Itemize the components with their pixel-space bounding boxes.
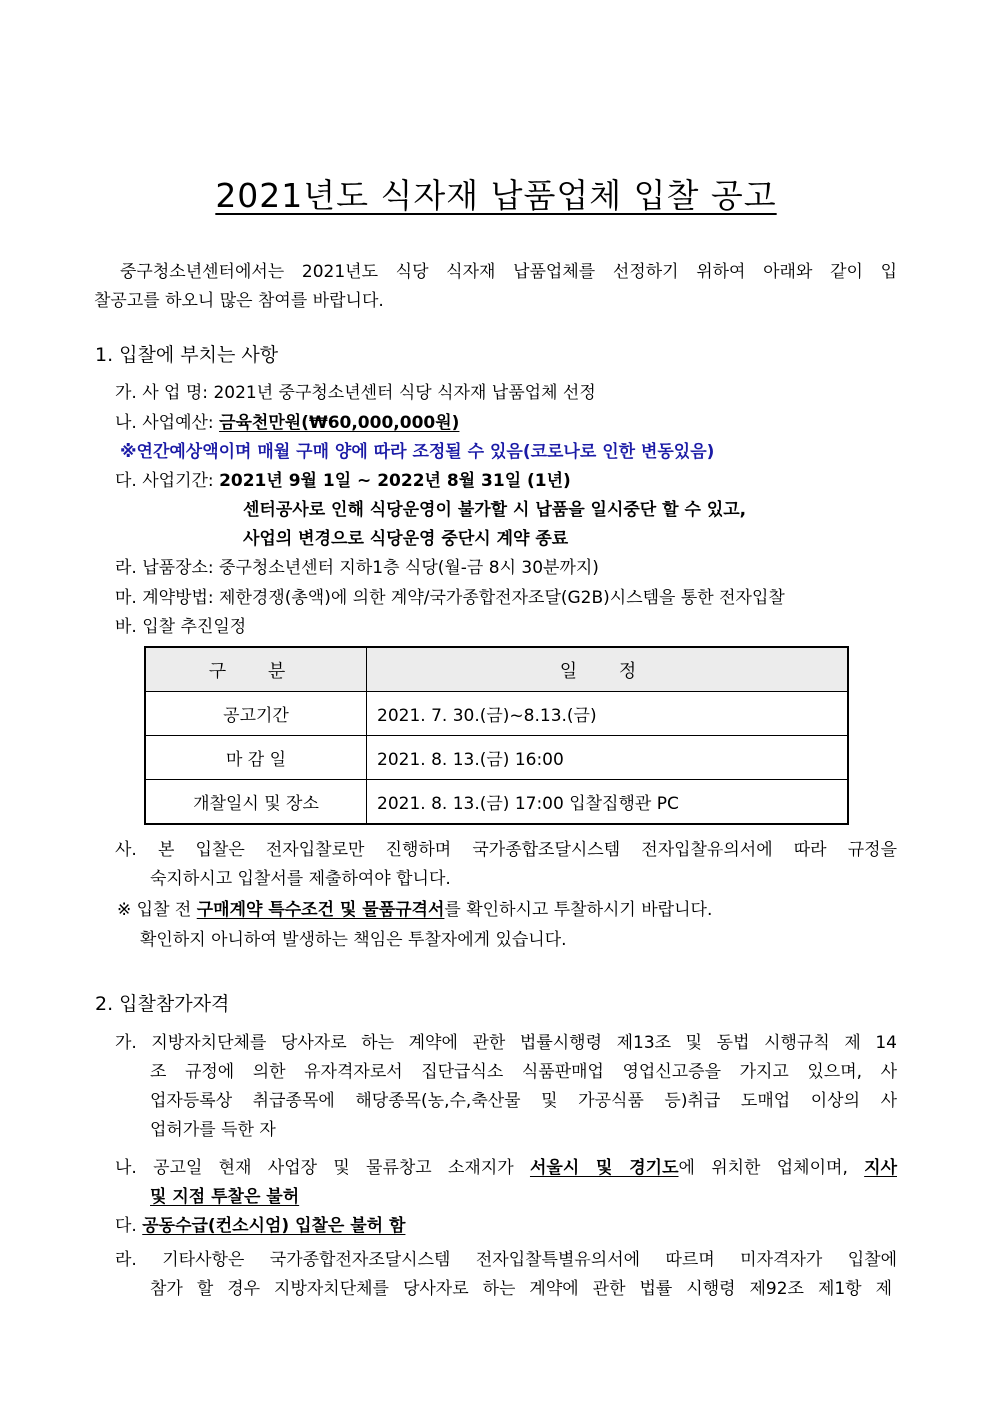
qual-ga-line-3: 업자등록상 취급종목에 해당종목(농,수,축산물 및 가공식품 등)취급 도매업 이상의 사 — [150, 1091, 897, 1111]
item-ba: 바. 입찰 추진일정 — [115, 617, 247, 637]
table-row — [145, 692, 848, 736]
consortium-restriction: 공동수급(컨소시엄) 입찰은 불허 함 — [142, 1216, 406, 1236]
budget-value: 금육천만원(₩60,000,000원) — [219, 413, 460, 433]
region-requirement: 서울시 및 경기도 — [529, 1158, 679, 1178]
special-conditions-link: 구매계약 특수조건 및 물품규격서 — [196, 900, 445, 920]
period-note-2: 사업의 변경으로 식당운영 중단시 계약 종료 — [243, 529, 569, 549]
item-na: 나. 사업예산: 금육천만원(₩60,000,000원) — [115, 413, 460, 433]
section-2-heading: 2. 입찰참가자격 — [95, 993, 230, 1015]
row-value: 2021. 8. 13.(금) 16:00 — [367, 736, 849, 780]
header-schedule: 일 정 — [367, 647, 849, 692]
qual-na-line-2: 및 지점 투찰은 불허 — [150, 1187, 300, 1207]
notice-line-2: 확인하지 아니하여 발생하는 책임은 투찰자에게 있습니다. — [140, 930, 567, 950]
qual-ga-line-2: 조 규정에 의한 유자격자로서 집단급식소 식품판매업 영업신고증을 가지고 있으며, 사 — [150, 1062, 897, 1082]
table-row — [145, 780, 848, 825]
qual-ga-line-4: 업허가를 득한 자 — [150, 1120, 276, 1140]
item-da: 다. 사업기간: 2021년 9월 1일 ~ 2022년 8월 31일 (1년) — [115, 471, 571, 491]
item-ra: 라. 납품장소: 중구청소년센터 지하1층 식당(월-금 8시 30분까지) — [115, 558, 599, 578]
section-1-heading: 1. 입찰에 부치는 사항 — [95, 344, 279, 366]
row-value: 2021. 7. 30.(금)~8.13.(금) — [367, 692, 849, 736]
row-label: 개찰일시 및 장소 — [145, 780, 367, 825]
branch-restriction: 지사 — [864, 1158, 897, 1178]
qual-ga-line-1: 가. 지방자치단체를 당사자로 하는 계약에 관한 법률시행령 제13조 및 동법 시행규칙 제 14 — [115, 1033, 897, 1053]
item-sa-line-2: 숙지하시고 입찰서를 제출하여야 합니다. — [150, 869, 451, 889]
qual-ra-line-2: 참가 할 경우 지방자치단체를 당사자로 하는 계약에 관한 법률 시행령 제92조 제1항 제 — [150, 1279, 892, 1299]
intro-line-2: 찰공고를 하오니 많은 참여를 바랍니다. — [94, 291, 384, 311]
qual-na-line-1: 나. 공고일 현재 사업장 및 물류창고 소재지가 서울시 및 경기도에 위치한 업체이며, 지사 — [115, 1158, 897, 1178]
schedule-table — [144, 646, 849, 825]
table-row — [145, 736, 848, 780]
row-label: 공고기간 — [145, 692, 367, 736]
qual-ra-line-1: 라. 기타사항은 국가종합전자조달시스템 전자입찰특별유의서에 따르며 미자격자가 입찰에 — [115, 1250, 897, 1270]
header-category: 구 분 — [145, 647, 367, 692]
document-title: 2021년도 식자재 납품업체 입찰 공고 — [215, 176, 777, 215]
budget-note: ※연간예상액이며 매월 구매 양에 따라 조정될 수 있음(코로나로 인한 변동있음) — [120, 442, 715, 462]
item-ga: 가. 사 업 명: 2021년 중구청소년센터 식당 식자재 납품업체 선정 — [115, 383, 596, 403]
table-header-row — [145, 647, 848, 692]
notice-line-1: ※ 입찰 전 구매계약 특수조건 및 물품규격서를 확인하시고 투찰하시기 바랍니다. — [117, 900, 713, 920]
row-value: 2021. 8. 13.(금) 17:00 입찰집행관 PC — [367, 780, 849, 825]
item-sa-line-1: 사. 본 입찰은 전자입찰로만 진행하며 국가종합조달시스템 전자입찰유의서에 따라 규정을 — [115, 840, 897, 860]
qual-da: 다. 공동수급(컨소시엄) 입찰은 불허 함 — [115, 1216, 406, 1236]
item-ma: 마. 계약방법: 제한경쟁(총액)에 의한 계약/국가종합전자조달(G2B)시스템을 통한 전자입찰 — [115, 588, 785, 608]
row-label: 마 감 일 — [145, 736, 367, 780]
intro-line-1: 중구청소년센터에서는 2021년도 식당 식자재 납품업체를 선정하기 위하여 아래와 같이 입 — [120, 262, 897, 282]
period-note-1: 센터공사로 인해 식당운영이 불가할 시 납품을 일시중단 할 수 있고, — [243, 500, 747, 520]
